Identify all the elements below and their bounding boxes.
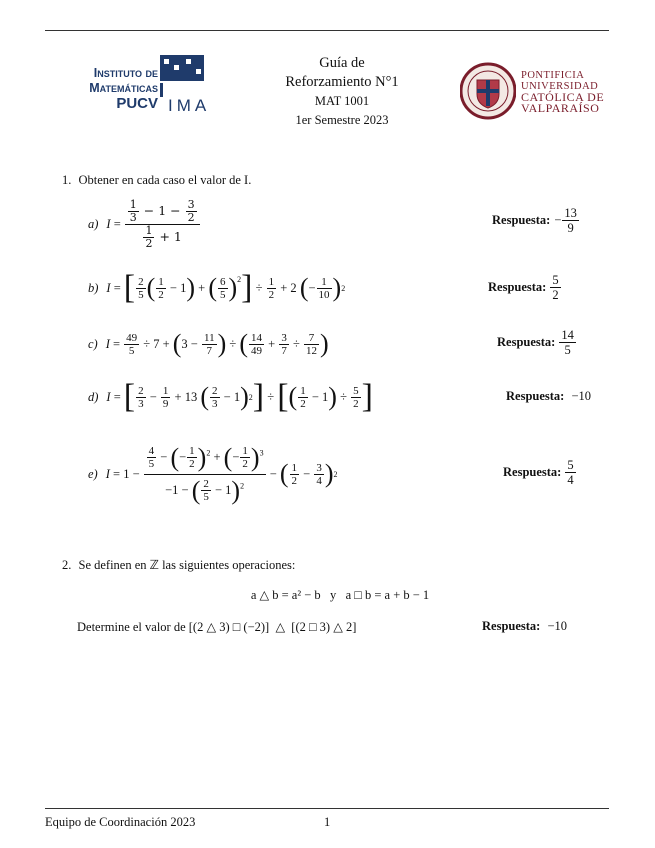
ima-logo-text bbox=[72, 66, 158, 111]
title-line1: Guía de bbox=[319, 55, 365, 71]
item-a-answer: Respuesta: − $\frac{13}{9}$ bbox=[492, 206, 577, 235]
footer-text: Equipo de Coordinación 2023 bbox=[45, 815, 196, 829]
item-c-label: c) bbox=[88, 336, 98, 351]
item-e-label: e) bbox=[88, 466, 98, 481]
item-a-answer-label: Respuesta: bbox=[492, 213, 551, 227]
item-e-main-fraction: $\frac{4}{5}$ − (− $\frac{1}{2}$ )$^2$ + (− $\frac{1}{2}$ )$^3$ −1 − ( $\frac{2}{5}$ − 1)$^2$ bbox=[144, 445, 266, 504]
pucv-line3: CATÓLICA DE bbox=[521, 90, 605, 104]
item-d-answer-value: −10 bbox=[571, 389, 592, 403]
item-c-answer: Respuesta: $\frac{14}{5}$ bbox=[497, 328, 574, 357]
top-rule bbox=[45, 30, 609, 31]
item-c-expression: c) I = $\frac{49}{5}$ ÷ 7 + ( 3 − $\frac{11}{7}$ ) ÷ ( $\frac{14}{49}$ + $\frac{3}{7}$ ÷ $\frac{7}{12}$ ) bbox=[88, 329, 329, 358]
ima-logo-line3: PUCV bbox=[116, 95, 158, 112]
problem1-header bbox=[62, 173, 251, 188]
pucv-line1: PONTIFICIA bbox=[521, 70, 585, 81]
footer-rule bbox=[45, 808, 609, 809]
item-e-answer-label: Respuesta: bbox=[503, 465, 562, 479]
pucv-logo-text bbox=[521, 70, 604, 114]
ima-logo-line2: Matemáticas bbox=[89, 81, 158, 95]
course-code: MAT 1001 bbox=[314, 94, 370, 108]
pucv-line4: VALPARAÍSO bbox=[521, 101, 600, 115]
ima-logo-line1: Instituto de bbox=[93, 66, 158, 80]
item-b-answer: Respuesta: $\frac{5}{2}$ bbox=[488, 273, 559, 302]
item-e-answer: Respuesta: $\frac{5}{4}$ bbox=[503, 458, 574, 487]
problem2-statement: Se definen en ℤ las siguientes operaciones: bbox=[78, 558, 296, 572]
problem1-number: 1. bbox=[62, 173, 72, 187]
item-e-expression: e) I = 1 − $\frac{4}{5}$ − (− $\frac{1}{2}$ )$^2$ + (− $\frac{1}{2}$ )$^3$ −1 − ( $\frac{2}{5}$ − 1)$^2$ − ( $\frac{1}{2}$ − $\frac{3}{4}$ ) 2 bbox=[88, 442, 338, 505]
semester: 1er Semestre 2023 bbox=[295, 113, 389, 127]
item-b-expression: b) I = [ $\frac{2}{5}$ ( $\frac{1}{2}$ − 1 ) + ( $\frac{6}{5}$ ) $^2$ ] ÷ $\frac{1}{2}$ + 2 ( − $\frac{1}{10}$ ) 2 bbox=[88, 269, 346, 306]
problem2-number: 2. bbox=[62, 558, 72, 572]
item-b-answer-label: Respuesta: bbox=[488, 280, 547, 294]
document-title bbox=[252, 54, 432, 130]
item-a-main-fraction: $\frac{1}{3}$ − 1 − $\frac{3}{2}$ $\frac{1}{2}$ + 1 bbox=[125, 199, 200, 250]
item-d-answer bbox=[506, 389, 591, 404]
problem2-answer-value: −10 bbox=[547, 619, 568, 633]
problem2-definition: a △ b = a² − b y a □ b = a + b − 1 bbox=[250, 588, 430, 602]
pucv-line2: UNIVERSIDAD bbox=[521, 81, 599, 92]
problem1-statement: Obtener en cada caso el valor de I. bbox=[78, 173, 252, 187]
item-b-label: b) bbox=[88, 280, 99, 295]
ima-logo-icon bbox=[160, 55, 206, 97]
problem2-answer-label: Respuesta: bbox=[482, 619, 541, 633]
page-number: 1 bbox=[324, 815, 331, 829]
item-a-expression: a) I = $\frac{1}{3}$ − 1 − $\frac{3}{2}$ $\frac{1}{2}$ + 1 bbox=[88, 194, 201, 254]
item-d-answer-label: Respuesta: bbox=[506, 389, 565, 403]
problem2-answer bbox=[482, 619, 567, 634]
item-c-answer-label: Respuesta: bbox=[497, 335, 556, 349]
pucv-seal-icon bbox=[460, 60, 516, 122]
item-d-expression: d) I = [ $\frac{2}{3}$ − $\frac{1}{9}$ + 13 ( $\frac{2}{3}$ − 1 ) 2 ] ÷ [ ( $\frac{1}{2}$ − 1 ) ÷ $\frac{5}{2}$ ] bbox=[88, 378, 373, 415]
ima-logo-letters: IMA bbox=[168, 96, 211, 115]
problem2-header bbox=[62, 557, 295, 573]
item-d-label: d) bbox=[88, 389, 99, 404]
item-a-label: a) bbox=[88, 216, 99, 231]
title-line2: Reforzamiento N°1 bbox=[285, 74, 399, 90]
problem2-question: Determine el valor de [(2 △ 3) □ (−2)] △ [(2 □ 3) △ 2] bbox=[77, 620, 357, 634]
